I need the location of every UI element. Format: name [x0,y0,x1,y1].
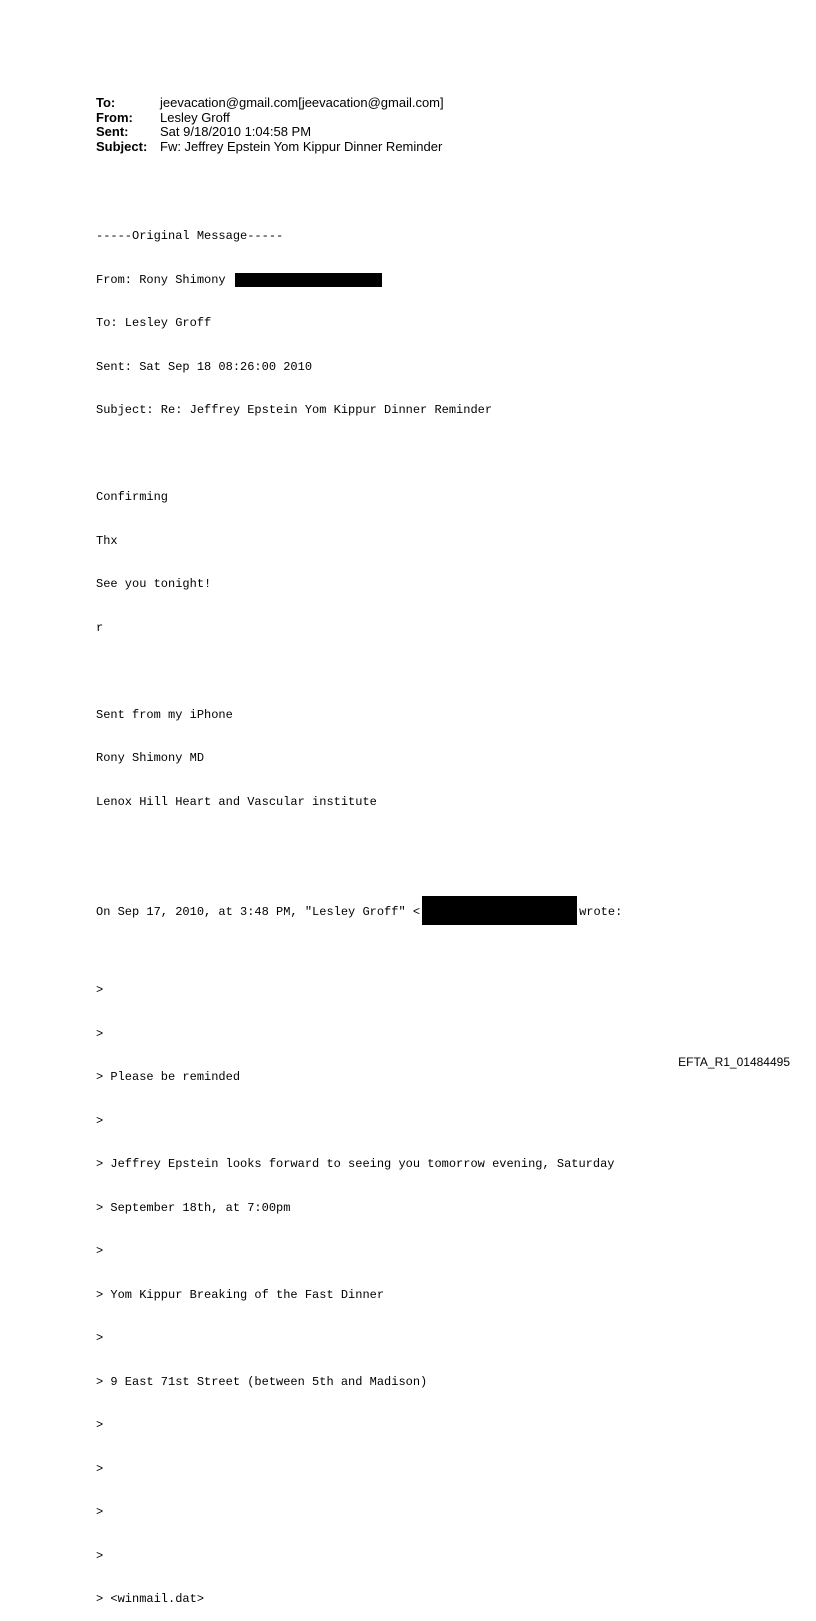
quote-intro-prefix: On Sep 17, 2010, at 3:48 PM, "Lesley Groff" < [96,905,421,919]
email-header [96,96,444,154]
document-id: EFTA_R1_01484495 [678,1055,790,1069]
quoted-line: > [96,1461,104,1476]
reply-line: Thx [96,533,118,548]
quoted-attachment-line: > <winmail.dat> [96,1592,205,1606]
quoted-line: > [96,1505,104,1519]
subject-label: Subject: [96,138,148,154]
sent-label: Sent: [96,124,129,139]
signature-line: Lenox Hill Heart and Vascular institute [96,794,377,809]
signature-line: Rony Shimony MD [96,751,205,765]
reply-line: Confirming [96,490,169,504]
quoted-line: > [96,1548,104,1563]
spacer [96,940,622,955]
spacer [96,838,622,867]
reply-line: r [96,620,104,635]
redaction-box [235,273,382,287]
header-sent-row [96,125,444,140]
original-to-line: To: Lesley Groff [96,316,212,330]
quoted-line: > [96,983,104,997]
header-from-row [96,111,444,126]
quoted-line: > Jeffrey Epstein looks forward to seeing you tomorrow evening, Saturday [96,1157,615,1171]
quoted-line: > [96,1113,104,1128]
original-sent-line: Sent: Sat Sep 18 08:26:00 2010 [96,359,313,374]
spacer [96,664,622,679]
to-value: jeevacation@gmail.com[jeevacation@gmail.com] [160,95,444,110]
redaction-box [422,896,577,925]
quoted-line: > Yom Kippur Breaking of the Fast Dinner [96,1287,385,1302]
original-from-text: From: Rony Shimony [96,272,233,287]
quoted-line: > Please be reminded [96,1070,241,1084]
quoted-line: > [96,1026,104,1041]
quoted-line: > 9 East 71st Street (between 5th and Madison) [96,1374,428,1389]
original-from-line [96,273,622,288]
from-label: From: [96,109,133,125]
quote-intro-line [96,896,623,919]
quoted-line: > [96,1418,104,1432]
quoted-line: > September 18th, at 7:00pm [96,1200,291,1215]
message-body [96,200,622,1621]
header-to-row [96,96,444,111]
sent-value: Sat 9/18/2010 1:04:58 PM [160,124,312,139]
original-subject-line: Subject: Re: Jeffrey Epstein Yom Kippur Dinner Reminder [96,403,493,417]
quoted-line: > [96,1244,104,1258]
to-label: To: [96,95,116,110]
quote-intro-suffix: wrote: [579,905,623,919]
from-value: Lesley Groff [160,109,230,125]
quoted-line: > [96,1331,104,1345]
reply-line: See you tonight! [96,577,212,591]
spacer [96,447,622,462]
original-message-divider: -----Original Message----- [96,229,284,243]
header-subject-row [96,140,444,155]
subject-value: Fw: Jeffrey Epstein Yom Kippur Dinner Reminder [160,138,443,154]
signature-line: Sent from my iPhone [96,707,233,722]
